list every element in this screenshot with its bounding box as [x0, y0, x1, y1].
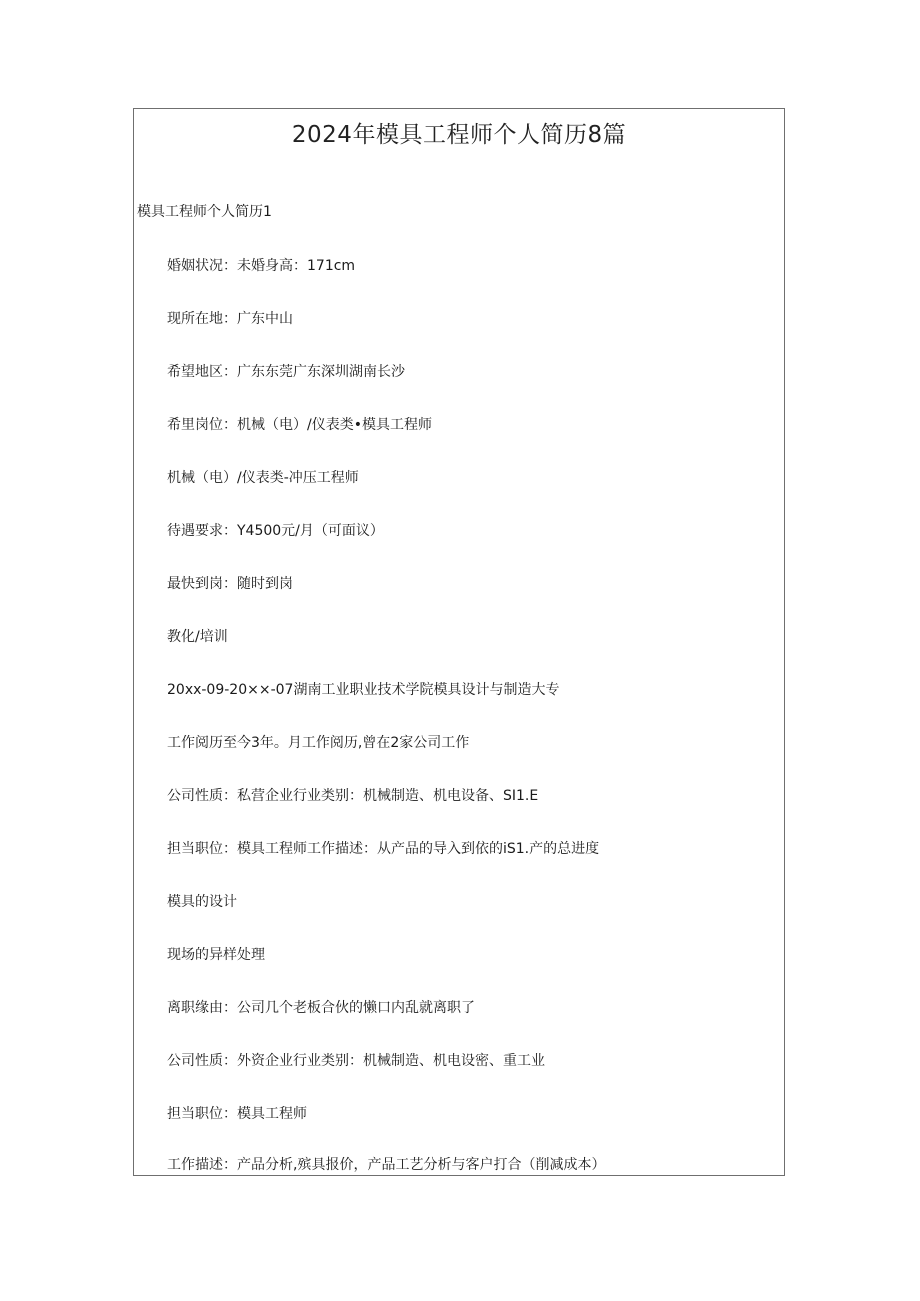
company-1-type: 公司性质：私营企业行业类别：机械制造、机电设备、SI1.E — [167, 788, 539, 804]
duty-mold-design: 模具的设计 — [167, 894, 237, 910]
desired-region: 希望地区：广东东莞广东深圳湖南长沙 — [167, 364, 405, 380]
experience-summary: 工作阅历至今3年。月工作阅历,曾在2家公司工作 — [167, 735, 470, 751]
section-heading: 模具工程师个人简历1 — [137, 204, 272, 220]
availability: 最快到岗：随时到岗 — [167, 576, 293, 592]
leaving-reason: 离职缘由：公司几个老板合伙的懒口内乱就离职了 — [167, 1000, 475, 1016]
desired-position: 希里岗位：机械（电）/仪表类•模具工程师 — [167, 417, 432, 433]
company-2-description: 工作描述：产品分析,殡具报价，产品工艺分析与客户打合（削减成本） — [167, 1157, 606, 1173]
salary-requirement: 待遇要求：Y4500元/月（可面议） — [167, 523, 384, 539]
company-2-type: 公司性质：外资企业行业类别：机械制造、机电设密、重工业 — [167, 1053, 545, 1069]
duty-onsite-issues: 现场的异样处理 — [167, 947, 265, 963]
document-title: 2024年模具工程师个人简历8篇 — [291, 122, 627, 148]
marital-status-height: 婚姻状况：未婚身高：171cm — [167, 258, 356, 274]
desired-position-2: 机械（电）/仪表类-冲压工程师 — [167, 470, 359, 486]
current-location: 现所在地：广东中山 — [167, 311, 293, 327]
company-2-position: 担当职位：模具工程师 — [167, 1106, 307, 1122]
education-heading: 教化/培训 — [167, 629, 228, 645]
company-1-position: 担当职位：模具工程师工作描述：从产品的导入到依的iS1.产的总进度 — [167, 841, 600, 857]
document-frame — [133, 108, 785, 1176]
education-entry: 20xx-09-20××-07湖南工业职业技术学院模具设计与制造大专 — [167, 682, 560, 698]
